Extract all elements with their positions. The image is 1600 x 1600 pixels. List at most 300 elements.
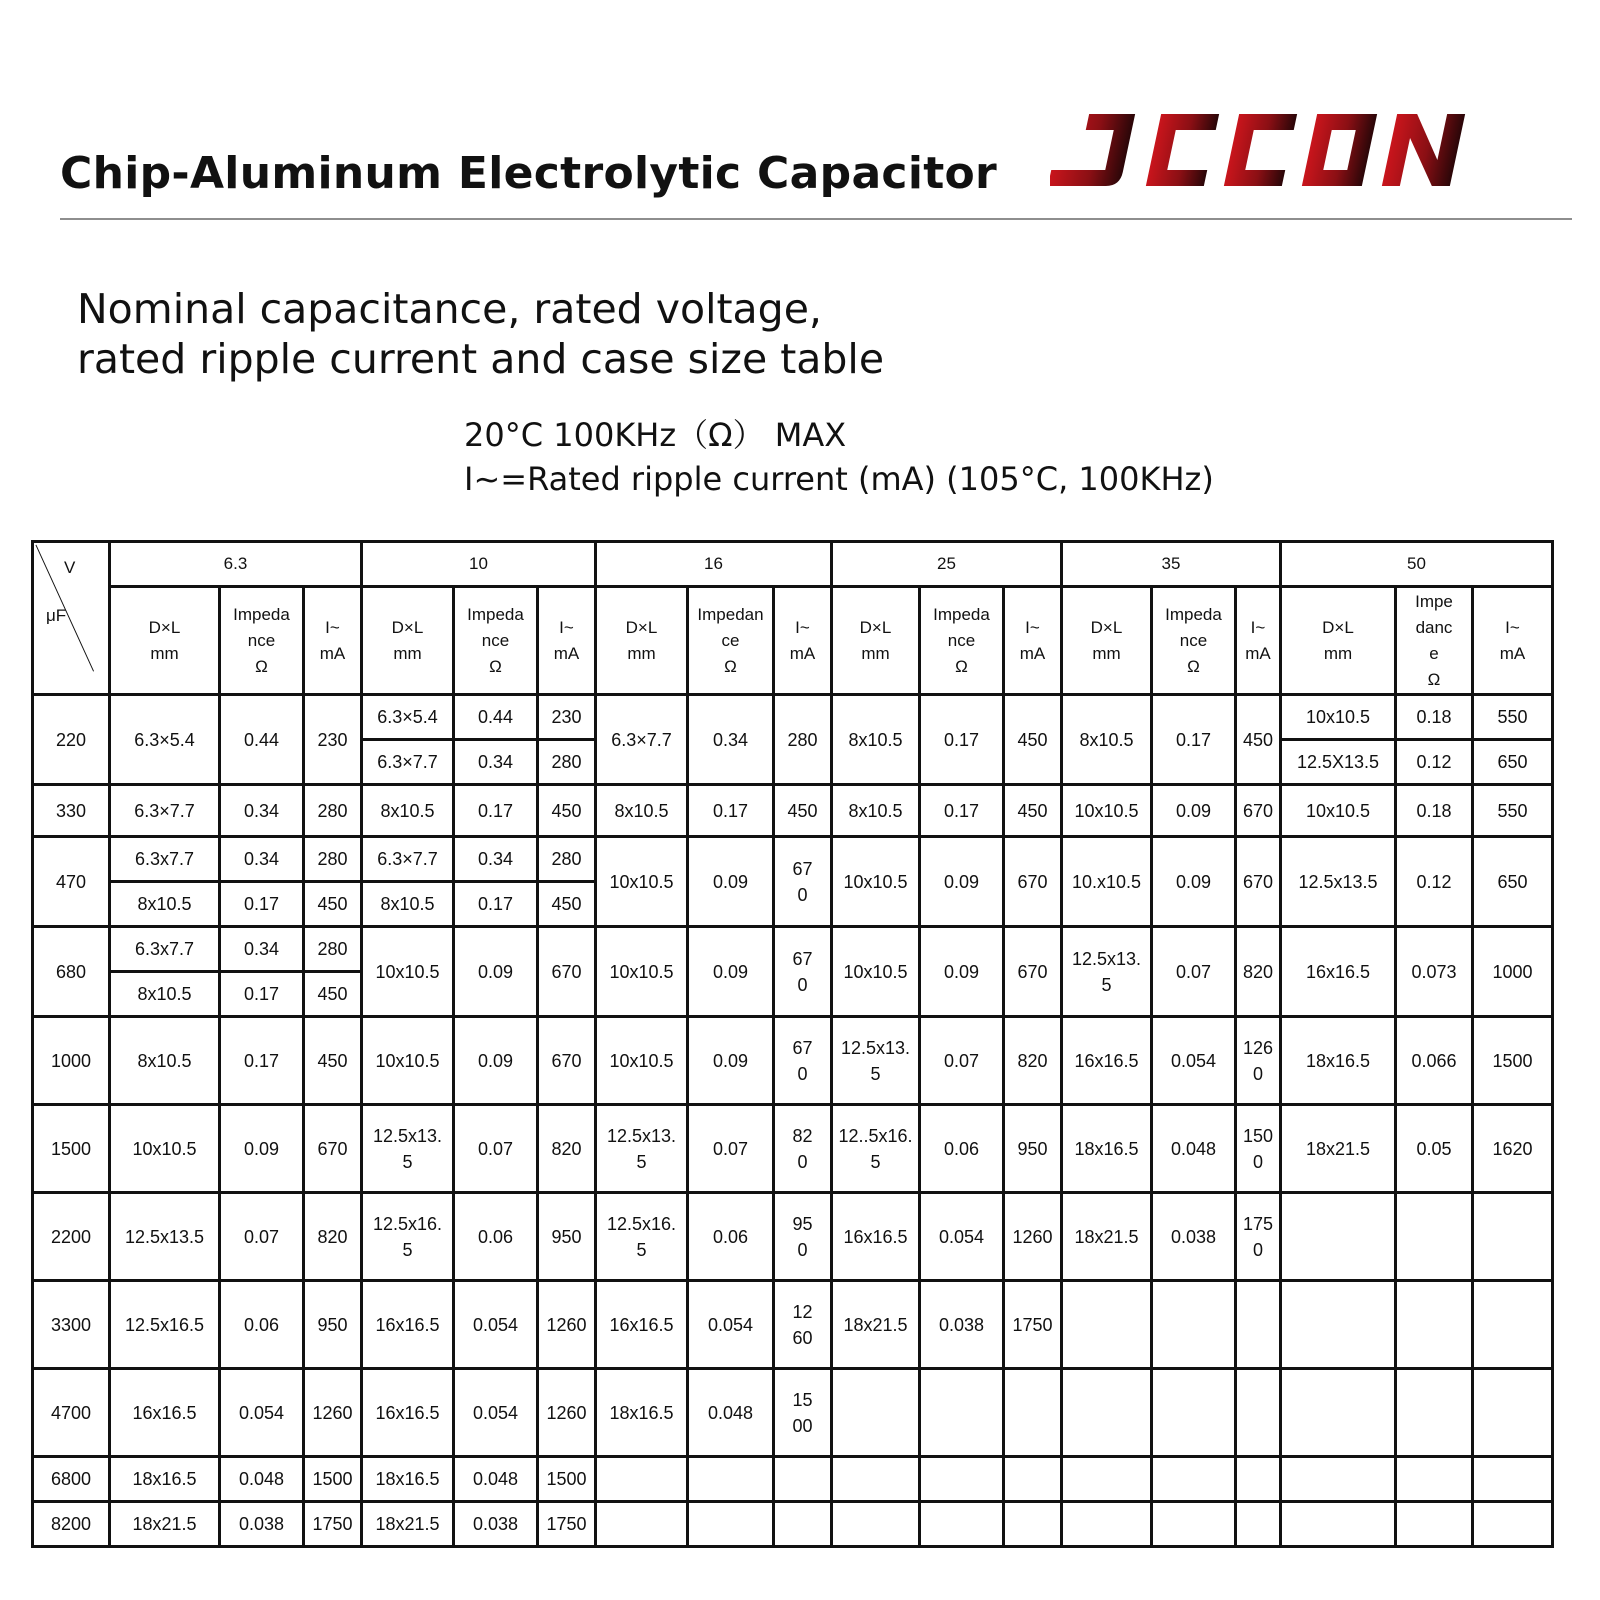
- ripple-current-cell-text: 670: [1242, 800, 1274, 821]
- case-size-cell-text: 18x21.5: [843, 1314, 908, 1335]
- ripple-current-cell-text: 175 0: [1242, 1213, 1274, 1260]
- case-size-cell: [110, 972, 220, 1017]
- ripple-current-cell-text: 1260: [1012, 1226, 1053, 1247]
- column-header-text: Impeda nce Ω: [467, 604, 524, 676]
- ripple-current-cell-text: 67 0: [792, 1037, 813, 1084]
- case-size-cell-text: 16x16.5: [375, 1402, 440, 1423]
- ripple-current-cell-text: 280: [551, 849, 582, 869]
- ripple-current-cell: [774, 1502, 832, 1547]
- impedance-cell: [688, 927, 774, 1017]
- voltage-header-text: 50: [1407, 554, 1426, 573]
- case-size-cell: [832, 1105, 920, 1193]
- ripple-current-cell: [1236, 1502, 1281, 1547]
- case-size-cell-text: 10x10.5: [1305, 707, 1371, 727]
- case-size-cell: [596, 927, 688, 1017]
- capacitance-cell-text: 1500: [50, 1138, 92, 1159]
- column-header-text: D×L mm: [1090, 617, 1123, 663]
- impedance-cell-text: 0.09: [712, 961, 749, 982]
- impedance-cell-text: 0.073: [1411, 961, 1457, 982]
- case-size-cell: [1281, 927, 1396, 1017]
- table-row: [33, 1193, 1553, 1281]
- capacitance-cell-text: 470: [55, 871, 87, 892]
- ripple-current-cell: [1004, 837, 1062, 927]
- case-size-cell: [362, 695, 454, 740]
- ripple-current-cell: [774, 1105, 832, 1193]
- impedance-cell: [920, 837, 1004, 927]
- case-size-cell: [110, 882, 220, 927]
- case-size-cell: [1062, 1105, 1152, 1193]
- ripple-current-cell: [1004, 695, 1062, 785]
- impedance-cell: [220, 927, 304, 972]
- impedance-cell: [688, 1502, 774, 1547]
- case-size-cell: [832, 837, 920, 927]
- impedance-cell-text: 0.038: [472, 1514, 519, 1534]
- table-row: [33, 695, 1553, 740]
- column-header-text: D×L mm: [625, 617, 658, 663]
- case-size-cell-text: 6.3×7.7: [611, 729, 672, 750]
- impedance-cell-text: 0.048: [238, 1469, 285, 1489]
- column-header-row: [33, 587, 1553, 695]
- impedance-cell: [220, 1017, 304, 1105]
- case-size-cell: [110, 1502, 220, 1547]
- ripple-current-cell: [774, 1193, 832, 1281]
- capacitor-spec-table: [31, 540, 1554, 1548]
- table-row: [33, 927, 1553, 972]
- impedance-cell-text: 0.06: [943, 1138, 980, 1159]
- impedance-cell: [220, 785, 304, 837]
- impedance-cell-text: 0.038: [1170, 1226, 1217, 1247]
- impedance-cell: [1396, 837, 1473, 927]
- impedance-cell-text: 0.07: [243, 1226, 280, 1247]
- case-size-cell: [1062, 1369, 1152, 1457]
- case-size-cell-text: 12.5x13.5: [1298, 871, 1378, 892]
- capacitance-cell: [33, 1502, 110, 1547]
- case-size-cell-text: 12.5x16. 5: [372, 1213, 443, 1260]
- ripple-current-cell-text: 670: [551, 961, 582, 982]
- case-size-cell: [110, 785, 220, 837]
- case-size-cell: [362, 837, 454, 882]
- impedance-cell-text: 0.048: [707, 1402, 754, 1423]
- case-size-cell: [596, 695, 688, 785]
- impedance-cell-text: 0.34: [243, 849, 280, 869]
- column-header: [110, 587, 220, 695]
- ripple-current-cell: [1236, 1017, 1281, 1105]
- column-header: [1281, 587, 1396, 695]
- impedance-cell-text: 0.34: [477, 849, 514, 869]
- case-size-cell-text: 12.5x13. 5: [372, 1125, 443, 1172]
- ripple-current-cell-text: 1260: [546, 1314, 587, 1335]
- table-row: [33, 1457, 1553, 1502]
- ripple-current-cell-text: 280: [551, 752, 582, 772]
- case-size-cell: [832, 1017, 920, 1105]
- impedance-cell: [920, 1457, 1004, 1502]
- impedance-cell-text: 0.07: [712, 1138, 749, 1159]
- ripple-current-cell-text: 550: [1497, 800, 1528, 821]
- case-size-cell: [1062, 695, 1152, 785]
- column-header: [454, 587, 538, 695]
- impedance-cell: [1152, 1105, 1236, 1193]
- impedance-cell: [1396, 785, 1473, 837]
- case-size-cell-text: 18x16.5: [609, 1402, 674, 1423]
- table-row: [33, 785, 1553, 837]
- impedance-cell-text: 0.17: [243, 1050, 280, 1071]
- impedance-cell-text: 0.06: [712, 1226, 749, 1247]
- impedance-cell-text: 0.18: [1416, 707, 1452, 727]
- case-size-cell: [1281, 1457, 1396, 1502]
- impedance-cell: [920, 1502, 1004, 1547]
- ripple-current-cell: [538, 1369, 596, 1457]
- corner-cell: [33, 542, 110, 695]
- capacitance-cell-text: 6800: [50, 1469, 92, 1489]
- column-header-text: Impe danc e Ω: [1415, 591, 1453, 689]
- impedance-cell: [920, 1017, 1004, 1105]
- column-header-text: I~ mA: [1499, 617, 1526, 663]
- column-header: [1473, 587, 1553, 695]
- capacitance-cell-text: 4700: [50, 1402, 92, 1423]
- ripple-current-cell: [1473, 1105, 1553, 1193]
- case-size-cell: [832, 785, 920, 837]
- ripple-current-cell: [304, 972, 362, 1017]
- ripple-current-cell-text: 280: [787, 729, 818, 750]
- impedance-cell: [220, 1281, 304, 1369]
- corner-capacitance-label: μF: [46, 606, 67, 625]
- ripple-current-cell-text: 820: [1017, 1050, 1048, 1071]
- case-size-cell: [362, 740, 454, 785]
- impedance-cell: [1152, 927, 1236, 1017]
- voltage-header: [362, 542, 596, 587]
- ripple-current-cell: [1473, 1017, 1553, 1105]
- case-size-cell-text: 18x21.5: [132, 1514, 197, 1534]
- case-size-cell-text: 18x16.5: [1074, 1138, 1139, 1159]
- impedance-cell: [920, 1193, 1004, 1281]
- ripple-current-cell-text: 12 60: [792, 1301, 813, 1348]
- ripple-current-cell: [1473, 1502, 1553, 1547]
- column-header-text: Impedan ce Ω: [697, 604, 764, 676]
- ripple-current-cell: [538, 837, 596, 882]
- voltage-header: [110, 542, 362, 587]
- case-size-cell: [110, 695, 220, 785]
- case-size-cell: [832, 1369, 920, 1457]
- ripple-current-cell-text: 650: [1497, 871, 1528, 892]
- voltage-header: [832, 542, 1062, 587]
- ripple-current-cell: [538, 882, 596, 927]
- table-row: [33, 1502, 1553, 1547]
- ripple-current-cell: [1004, 1369, 1062, 1457]
- case-size-cell-text: 10x10.5: [1074, 800, 1139, 821]
- impedance-cell-text: 0.09: [943, 871, 980, 892]
- case-size-cell-text: 6.3×5.4: [134, 729, 195, 750]
- case-size-cell: [1281, 1502, 1396, 1547]
- impedance-cell-text: 0.07: [943, 1050, 980, 1071]
- ripple-current-cell-text: 126 0: [1242, 1037, 1274, 1084]
- case-size-cell: [1281, 785, 1396, 837]
- case-size-cell-text: 10.x10.5: [1071, 871, 1142, 892]
- case-size-cell-text: 10x10.5: [132, 1138, 197, 1159]
- column-header: [1152, 587, 1236, 695]
- ripple-current-cell: [304, 1457, 362, 1502]
- case-size-cell: [110, 837, 220, 882]
- case-size-cell-text: 12.5X13.5: [1296, 752, 1380, 772]
- ripple-current-cell-text: 280: [317, 800, 348, 821]
- case-size-cell: [362, 927, 454, 1017]
- impedance-cell-text: 0.12: [1416, 871, 1452, 892]
- case-size-cell: [596, 1017, 688, 1105]
- case-size-cell: [832, 1457, 920, 1502]
- case-size-cell-text: 16x16.5: [843, 1226, 908, 1247]
- ripple-current-cell: [1004, 785, 1062, 837]
- voltage-header-text: 10: [469, 554, 488, 573]
- ripple-current-cell-text: 820: [317, 1226, 348, 1247]
- ripple-current-cell: [1004, 1105, 1062, 1193]
- case-size-cell-text: 8x10.5: [137, 1050, 192, 1071]
- impedance-cell-text: 0.34: [712, 729, 749, 750]
- ripple-current-cell: [774, 837, 832, 927]
- ripple-current-cell: [774, 927, 832, 1017]
- capacitance-cell: [33, 1281, 110, 1369]
- ripple-current-cell: [538, 695, 596, 740]
- table-row: [33, 1017, 1553, 1105]
- column-header-text: Impeda nce Ω: [933, 604, 990, 676]
- case-size-cell: [362, 1105, 454, 1193]
- impedance-cell-text: 0.17: [1175, 729, 1212, 750]
- case-size-cell-text: 16x16.5: [1305, 961, 1371, 982]
- impedance-cell: [1396, 1457, 1473, 1502]
- case-size-cell-text: 12.5x13. 5: [1071, 948, 1142, 995]
- impedance-cell: [1152, 1502, 1236, 1547]
- column-header-text: Impeda nce Ω: [1165, 604, 1222, 676]
- case-size-cell-text: 6.3×7.7: [134, 800, 195, 821]
- impedance-cell: [454, 882, 538, 927]
- impedance-cell-text: 0.09: [1175, 871, 1212, 892]
- impedance-cell: [1396, 927, 1473, 1017]
- case-size-cell: [596, 785, 688, 837]
- case-size-cell-text: 12.5x13.5: [124, 1226, 205, 1247]
- column-header-text: D×L mm: [391, 617, 424, 663]
- ripple-current-cell: [304, 1502, 362, 1547]
- ripple-current-cell-text: 1260: [312, 1402, 353, 1423]
- ripple-current-cell: [774, 695, 832, 785]
- impedance-cell: [454, 785, 538, 837]
- column-header: [220, 587, 304, 695]
- case-size-cell: [1062, 1193, 1152, 1281]
- column-header: [774, 587, 832, 695]
- impedance-cell: [920, 1369, 1004, 1457]
- column-header-text: D×L mm: [859, 617, 892, 663]
- column-header-text: Impeda nce Ω: [233, 604, 290, 676]
- ripple-current-cell-text: 450: [1017, 800, 1048, 821]
- ripple-current-cell-text: 1500: [1492, 1050, 1533, 1071]
- impedance-cell: [688, 1193, 774, 1281]
- impedance-cell: [220, 882, 304, 927]
- page-title: Chip-Aluminum Electrolytic Capacitor: [60, 148, 998, 199]
- column-header-text: I~ mA: [319, 617, 346, 663]
- case-size-cell: [1062, 1281, 1152, 1369]
- impedance-cell-text: 0.09: [943, 961, 980, 982]
- column-header: [1062, 587, 1152, 695]
- measurement-note: [464, 413, 1214, 501]
- impedance-cell-text: 0.34: [243, 939, 280, 959]
- impedance-cell: [1396, 740, 1473, 785]
- case-size-cell: [1062, 837, 1152, 927]
- impedance-cell: [1152, 695, 1236, 785]
- capacitance-cell: [33, 785, 110, 837]
- case-size-cell: [1281, 1281, 1396, 1369]
- voltage-header-text: 6.3: [223, 554, 248, 573]
- ripple-current-cell: [1473, 695, 1553, 740]
- ripple-current-cell-text: 670: [551, 1050, 582, 1071]
- case-size-cell: [1281, 1193, 1396, 1281]
- column-header-text: I~ mA: [1019, 617, 1046, 663]
- case-size-cell-text: 12..5x16. 5: [838, 1125, 913, 1172]
- impedance-cell-text: 0.07: [477, 1138, 514, 1159]
- ripple-current-cell-text: 820: [1242, 961, 1274, 982]
- impedance-cell: [1152, 837, 1236, 927]
- ripple-current-cell: [1004, 1281, 1062, 1369]
- case-size-cell-text: 18x16.5: [132, 1469, 197, 1489]
- capacitance-cell-text: 8200: [50, 1514, 92, 1534]
- case-size-cell-text: 8x10.5: [137, 894, 192, 914]
- ripple-current-cell: [538, 927, 596, 1017]
- case-size-cell: [596, 1281, 688, 1369]
- ripple-current-cell-text: 82 0: [792, 1125, 813, 1172]
- impedance-cell: [920, 927, 1004, 1017]
- impedance-cell: [1396, 1193, 1473, 1281]
- column-header: [538, 587, 596, 695]
- impedance-cell-text: 0.038: [938, 1314, 985, 1335]
- ripple-current-cell: [1473, 1369, 1553, 1457]
- ripple-current-cell-text: 1500: [312, 1469, 353, 1489]
- ripple-current-cell: [1473, 1281, 1553, 1369]
- capacitance-cell: [33, 1193, 110, 1281]
- impedance-cell-text: 0.066: [1411, 1050, 1457, 1071]
- ripple-current-cell: [304, 1369, 362, 1457]
- impedance-cell-text: 0.054: [472, 1314, 519, 1335]
- impedance-cell-text: 0.048: [472, 1469, 519, 1489]
- case-size-cell-text: 6.3×5.4: [377, 707, 438, 727]
- impedance-cell: [1396, 1502, 1473, 1547]
- impedance-cell-text: 0.09: [477, 961, 514, 982]
- case-size-cell: [362, 1193, 454, 1281]
- header-divider: [60, 218, 1572, 220]
- impedance-cell: [454, 1193, 538, 1281]
- ripple-current-cell-text: 1000: [1492, 961, 1533, 982]
- ripple-current-cell-text: 950: [1017, 1138, 1048, 1159]
- ripple-current-cell-text: 450: [1242, 729, 1274, 750]
- column-header: [362, 587, 454, 695]
- column-header-text: I~ mA: [553, 617, 580, 663]
- impedance-cell-text: 0.06: [477, 1226, 514, 1247]
- case-size-cell: [110, 927, 220, 972]
- case-size-cell: [832, 927, 920, 1017]
- ripple-current-cell: [304, 1105, 362, 1193]
- case-size-cell: [1281, 740, 1396, 785]
- column-header-text: D×L mm: [1322, 617, 1354, 663]
- case-size-cell: [1062, 785, 1152, 837]
- ripple-current-cell-text: 670: [1242, 871, 1274, 892]
- ripple-current-cell-text: 150 0: [1242, 1125, 1274, 1172]
- case-size-cell-text: 18x21.5: [375, 1514, 440, 1534]
- ripple-current-cell-text: 280: [317, 849, 348, 869]
- table-row: [33, 1281, 1553, 1369]
- case-size-cell-text: 10x10.5: [609, 871, 674, 892]
- case-size-cell: [596, 1105, 688, 1193]
- capacitance-cell-text: 2200: [50, 1226, 92, 1247]
- impedance-cell-text: 0.05: [1416, 1138, 1452, 1159]
- impedance-cell-text: 0.17: [712, 800, 749, 821]
- ripple-current-cell: [1236, 1193, 1281, 1281]
- ripple-current-cell: [538, 1457, 596, 1502]
- ripple-current-cell: [304, 837, 362, 882]
- ripple-current-cell: [304, 785, 362, 837]
- ripple-current-cell: [1236, 837, 1281, 927]
- case-size-cell-text: 18x21.5: [1074, 1226, 1139, 1247]
- case-size-cell-text: 10x10.5: [843, 871, 908, 892]
- case-size-cell-text: 8x10.5: [614, 800, 669, 821]
- case-size-cell-text: 8x10.5: [380, 800, 435, 821]
- capacitance-cell-text: 1000: [50, 1050, 92, 1071]
- column-header: [596, 587, 688, 695]
- ripple-current-cell-text: 550: [1497, 707, 1528, 727]
- case-size-cell-text: 12.5x16.5: [124, 1314, 205, 1335]
- case-size-cell: [1281, 837, 1396, 927]
- impedance-cell: [688, 1369, 774, 1457]
- ripple-current-cell: [304, 695, 362, 785]
- ripple-current-cell-text: 1750: [1012, 1314, 1053, 1335]
- ripple-current-cell-text: 650: [1497, 752, 1528, 772]
- impedance-cell: [1152, 1193, 1236, 1281]
- case-size-cell: [110, 1193, 220, 1281]
- ripple-current-cell-text: 670: [1017, 961, 1048, 982]
- impedance-cell: [1396, 695, 1473, 740]
- ripple-current-cell-text: 67 0: [792, 858, 813, 905]
- case-size-cell-text: 10x10.5: [843, 961, 908, 982]
- impedance-cell: [688, 1281, 774, 1369]
- case-size-cell: [362, 1457, 454, 1502]
- impedance-cell-text: 0.17: [243, 984, 280, 1004]
- impedance-cell: [454, 740, 538, 785]
- impedance-cell-text: 0.17: [477, 800, 514, 821]
- note-line-2: I~=Rated ripple current (mA) (105°C, 100KHz): [464, 460, 1214, 498]
- case-size-cell-text: 8x10.5: [137, 984, 192, 1004]
- ripple-current-cell: [774, 1457, 832, 1502]
- case-size-cell-text: 16x16.5: [132, 1402, 197, 1423]
- case-size-cell: [362, 1281, 454, 1369]
- ripple-current-cell-text: 1750: [546, 1514, 587, 1534]
- impedance-cell: [454, 695, 538, 740]
- ripple-current-cell: [1473, 837, 1553, 927]
- ripple-current-cell: [774, 1369, 832, 1457]
- case-size-cell: [110, 1369, 220, 1457]
- impedance-cell: [688, 785, 774, 837]
- ripple-current-cell: [1236, 785, 1281, 837]
- capacitance-cell-text: 220: [55, 729, 87, 750]
- ripple-current-cell-text: 230: [551, 707, 582, 727]
- ripple-current-cell-text: 950: [317, 1314, 348, 1335]
- impedance-cell-text: 0.06: [243, 1314, 280, 1335]
- voltage-header-text: 25: [937, 554, 956, 573]
- column-header: [1236, 587, 1281, 695]
- case-size-cell-text: 16x16.5: [1074, 1050, 1139, 1071]
- ripple-current-cell: [304, 882, 362, 927]
- case-size-cell: [1062, 1457, 1152, 1502]
- impedance-cell: [920, 785, 1004, 837]
- ripple-current-cell-text: 450: [317, 894, 348, 914]
- impedance-cell: [688, 1457, 774, 1502]
- ripple-current-cell: [538, 1502, 596, 1547]
- case-size-cell: [832, 695, 920, 785]
- case-size-cell: [1281, 695, 1396, 740]
- impedance-cell: [220, 1502, 304, 1547]
